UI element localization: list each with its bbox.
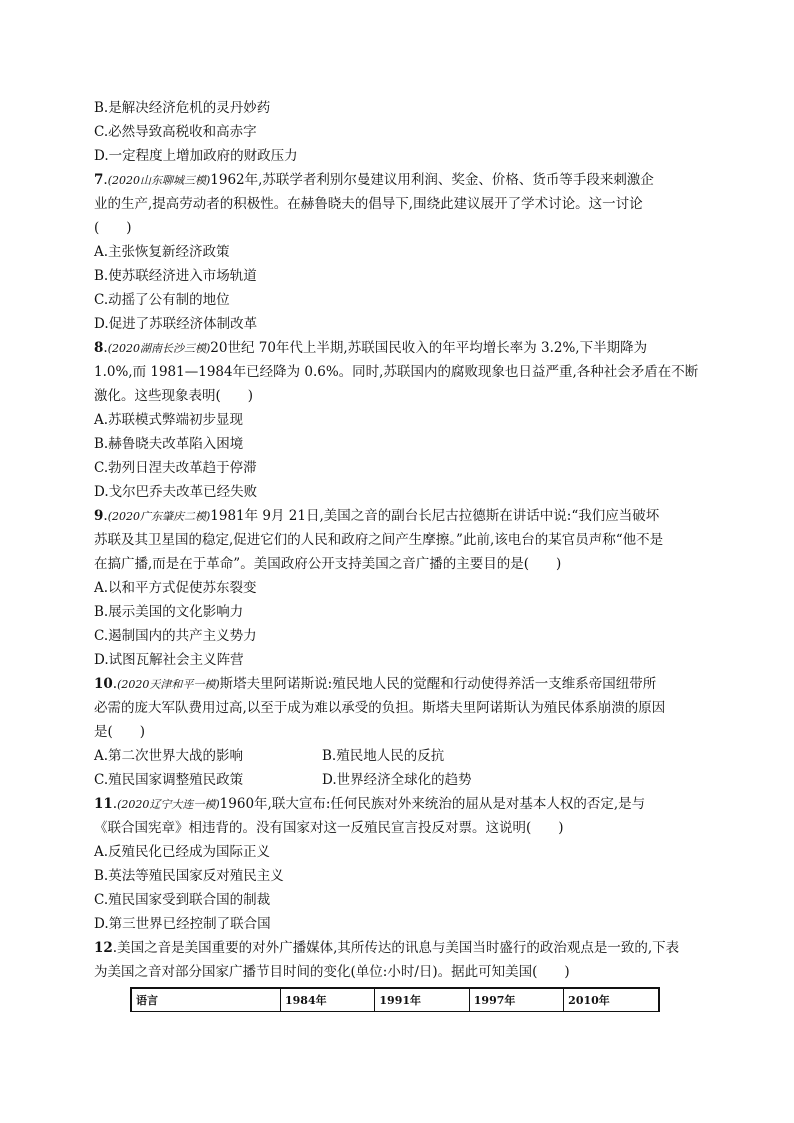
option-d: D.世界经济全球化的趋势 (322, 772, 472, 788)
question-stem-line: 业的生产,提高劳动者的积极性。在赫鲁晓夫的倡导下,围绕此建议展开了学术讨论。这一讨论 (94, 196, 643, 212)
question-number: 11 (94, 796, 113, 812)
option-d: D.一定程度上增加政府的财政压力 (94, 148, 298, 164)
question-stem-line: 11.(2020辽宁大连一模)1960年,联大宣布:任何民族对外来统治的屈从是对基本人权的否定,是与 (94, 796, 646, 812)
question-number: 8 (94, 340, 104, 356)
option-a: A.第二次世界大战的影响 (94, 748, 244, 764)
option-c: C.遏制国内的共产主义势力 (94, 628, 257, 644)
question-stem-line: 10.(2020天津和平一模)斯塔夫里阿诺斯说:殖民地人民的觉醒和行动使得养活一支维系帝国纽带所 (94, 676, 657, 692)
question-stem-line: 为美国之音对部分国家广播节目时间的变化(单位:小时/日)。据此可知美国( ) (94, 964, 570, 980)
option-b: B.是解决经济危机的灵丹妙药 (94, 100, 271, 116)
question-source: (2020山东聊城三模) (107, 174, 211, 187)
option-a: A.以和平方式促使苏东裂变 (94, 580, 257, 596)
option-b: B.赫鲁晓夫改革陷入困境 (94, 436, 244, 452)
option-b: B.展示美国的文化影响力 (94, 604, 244, 620)
option-c: C.必然导致高税收和高赤字 (94, 124, 257, 140)
option-c: C.殖民国家受到联合国的制裁 (94, 892, 271, 908)
question-stem-line: 在搞广播,而是在于革命”。美国政府公开支持美国之音广播的主要目的是( ) (94, 556, 562, 572)
question-number: 7 (94, 172, 104, 188)
question-number: 9 (94, 508, 104, 524)
question-stem-line: 激化。这些现象表明( ) (94, 388, 254, 404)
option-d: D.促进了苏联经济体制改革 (94, 316, 258, 332)
question-stem-line: 1.0%,而 1981—1984年已经降为 0.6%。同时,苏联国内的腐败现象也日益严重,各种社会矛盾在不断 (94, 364, 699, 380)
question-stem-line: 8.(2020湖南长沙三模)20世纪 70年代上半期,苏联国民收入的年平均增长率为 3.2%,下半期降为 (94, 340, 648, 356)
broadcast-hours-table (130, 987, 660, 1012)
option-d: D.第三世界已经控制了联合国 (94, 916, 271, 932)
table-header-cell: 2010年 (564, 988, 659, 1012)
option-row (94, 768, 700, 792)
stem-text: 美国之音是美国重要的对外广播媒体,其所传达的讯息与美国当时盛行的政治观点是一致的,下表 (117, 940, 680, 956)
option-b: B.使苏联经济进入市场轨道 (94, 268, 257, 284)
question-stem-line: 12.美国之音是美国重要的对外广播媒体,其所传达的讯息与美国当时盛行的政治观点是一致的,下表 (94, 940, 680, 956)
option-b: B.英法等殖民国家反对殖民主义 (94, 868, 284, 884)
table-header-cell: 1984年 (281, 988, 375, 1012)
question-page (94, 96, 700, 984)
option-d: D.试图瓦解社会主义阵营 (94, 652, 244, 668)
option-d: D.戈尔巴乔夫改革已经失败 (94, 484, 258, 500)
stem-text: 20世纪 70年代上半期,苏联国民收入的年平均增长率为 3.2%,下半期降为 (210, 340, 648, 356)
question-stem-line: 苏联及其卫星国的稳定,促进它们的人民和政府之间产生摩擦。”此前,该电台的某官员声称“他不是 (94, 532, 664, 548)
table-header-row (131, 988, 659, 1012)
question-stem-line: 《联合国宪章》相违背的。没有国家对这一反殖民宣言投反对票。这说明( ) (94, 820, 564, 836)
question-stem-line: 9.(2020广东肇庆二模)1981年 9月 21日,美国之音的副台长尼古拉德斯在讲话中说:“我们应当破坏 (94, 508, 660, 524)
option-b: B.殖民地人民的反抗 (322, 748, 445, 764)
option-c: C.勃列日涅夫改革趋于停滞 (94, 460, 257, 476)
option-c: C.殖民国家调整殖民政策 (94, 772, 244, 788)
table-header-cell: 语言 (131, 988, 281, 1012)
question-number: 10 (94, 676, 113, 692)
question-stem-line: 必需的庞大军队费用过高,以至于成为难以承受的负担。斯塔夫里阿诺斯认为殖民体系崩溃的原因 (94, 700, 666, 716)
answer-bracket: ( ) (94, 220, 132, 236)
table-header-cell: 1991年 (375, 988, 469, 1012)
question-source: (2020辽宁大连一模) (117, 798, 220, 811)
option-a: A.主张恢复新经济政策 (94, 244, 230, 260)
question-number: 12 (94, 940, 113, 956)
stem-text: 1962年,苏联学者利别尔曼建议用利润、奖金、价格、货币等手段来刺激企 (210, 172, 654, 188)
question-stem-line: 7.(2020山东聊城三模)1962年,苏联学者利别尔曼建议用利润、奖金、价格、货币等手段来刺激企 (94, 172, 654, 188)
stem-text: 斯塔夫里阿诺斯说:殖民地人民的觉醒和行动使得养活一支维系帝国纽带所 (219, 676, 657, 692)
question-stem-line: 是( ) (94, 724, 146, 740)
option-a: A.反殖民化已经成为国际正义 (94, 844, 271, 860)
option-row (94, 744, 700, 768)
question-source: (2020湖南长沙三模) (107, 342, 211, 355)
option-c: C.动摇了公有制的地位 (94, 292, 230, 308)
question-source: (2020天津和平一模) (117, 678, 220, 691)
question-source: (2020广东肇庆二模) (107, 510, 211, 523)
stem-text: 1960年,联大宣布:任何民族对外来统治的屈从是对基本人权的否定,是与 (219, 796, 646, 812)
table-header-cell: 1997年 (469, 988, 563, 1012)
stem-text: 1981年 9月 21日,美国之音的副台长尼古拉德斯在讲话中说:“我们应当破坏 (210, 508, 660, 524)
option-a: A.苏联模式弊端初步显现 (94, 412, 244, 428)
